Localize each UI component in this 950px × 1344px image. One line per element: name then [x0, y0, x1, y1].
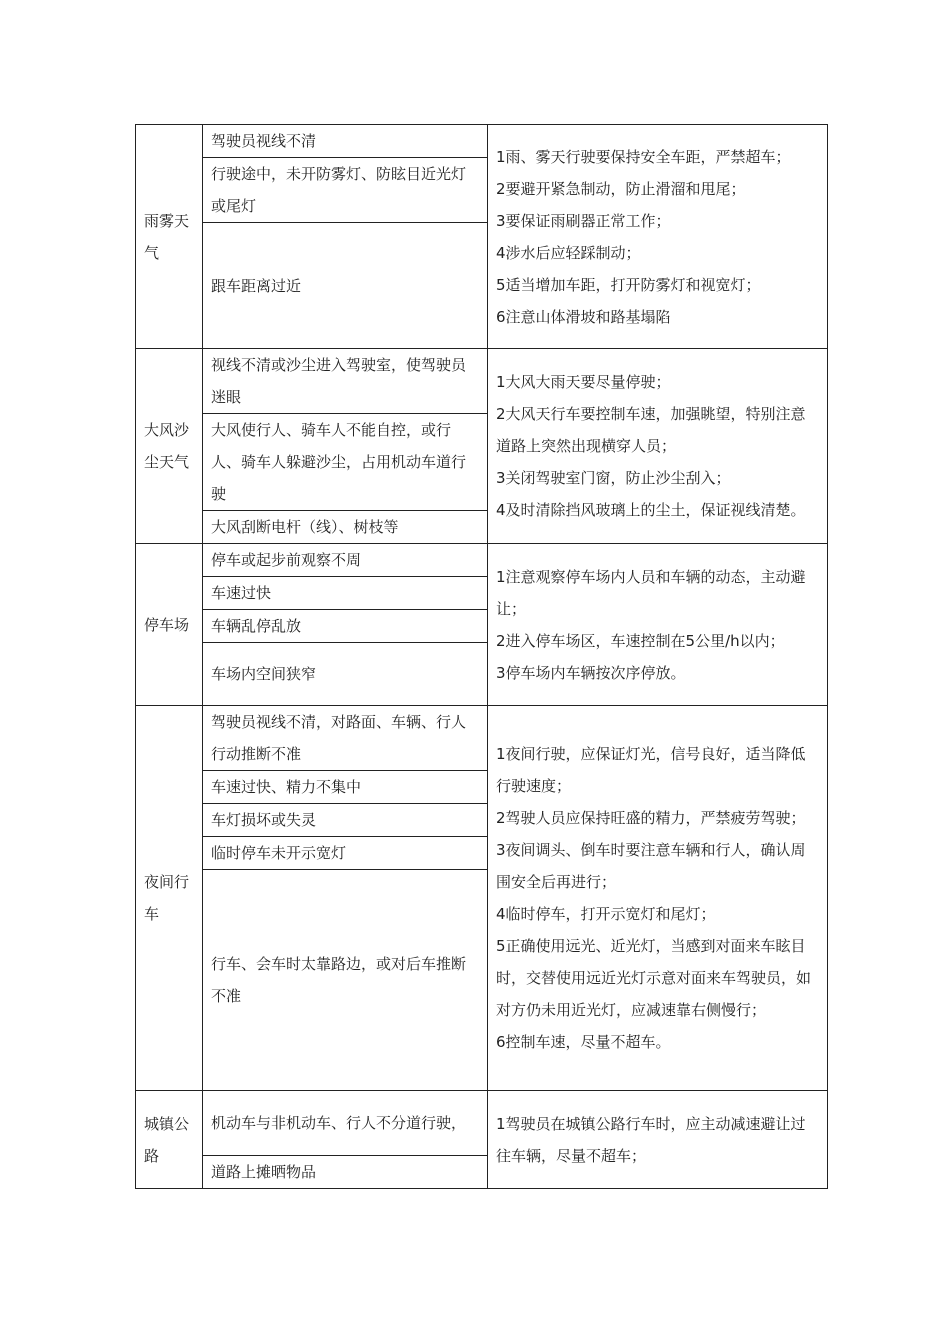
- category-cell: 大风沙尘天气: [136, 349, 203, 544]
- measures-cell: [488, 706, 828, 1091]
- cause-cell: 道路上摊晒物品: [203, 1156, 488, 1189]
- cause-cell: 车辆乱停乱放: [203, 610, 488, 643]
- measures-cell: [488, 349, 828, 544]
- hazard-table: [135, 124, 828, 1189]
- measure-item: 5适当增加车距，打开防雾灯和视宽灯；: [496, 275, 761, 294]
- cause-cell: 驾驶员视线不清: [203, 125, 488, 158]
- measure-item: 2要避开紧急制动，防止滑溜和甩尾；: [496, 179, 746, 198]
- measures-cell: [488, 1091, 828, 1189]
- cause-cell: 大风使行人、骑车人不能自控，或行人、骑车人躲避沙尘，占用机动车道行驶: [203, 414, 488, 511]
- measure-item: 2大风天行车要控制车速，加强眺望，特别注意道路上突然出现横穿人员；: [496, 405, 806, 455]
- measure-item: 2驾驶人员应保持旺盛的精力，严禁疲劳驾驶；: [496, 809, 806, 827]
- measure-item: 3要保证雨刷器正常工作；: [496, 211, 671, 230]
- category-cell: 雨雾天气: [136, 125, 203, 349]
- cause-cell: 驾驶员视线不清，对路面、车辆、行人行动推断不准: [203, 706, 488, 771]
- category-cell: 夜间行车: [136, 706, 203, 1091]
- measure-item: 3关闭驾驶室门窗，防止沙尘刮入；: [496, 469, 731, 487]
- measure-item: 3夜间调头、倒车时要注意车辆和行人，确认周围安全后再进行；: [496, 841, 806, 891]
- cause-cell: 车场内空间狭窄: [203, 643, 488, 706]
- measure-item: 6控制车速，尽量不超车。: [496, 1033, 671, 1051]
- cause-cell: 机动车与非机动车、行人不分道行驶，: [203, 1091, 488, 1156]
- measure-item: 1大风大雨天要尽量停驶；: [496, 373, 671, 391]
- table-row: [136, 1091, 828, 1156]
- measures-cell: [488, 125, 828, 349]
- measure-item: 1夜间行驶，应保证灯光，信号良好，适当降低行驶速度；: [496, 745, 806, 795]
- measure-item: 4及时清除挡风玻璃上的尘土，保证视线清楚。: [496, 501, 806, 519]
- cause-cell: 视线不清或沙尘进入驾驶室，使驾驶员迷眼: [203, 349, 488, 414]
- measure-item: 4临时停车，打开示宽灯和尾灯；: [496, 905, 716, 923]
- measure-item: 1驾驶员在城镇公路行车时，应主动减速避让过往车辆，尽量不超车；: [496, 1114, 806, 1165]
- table-row: [136, 706, 828, 771]
- cause-cell: 车速过快: [203, 577, 488, 610]
- measure-item: 5正确使用远光、近光灯，当感到对面来车眩目时，交替使用远近光灯示意对面来车驾驶员，如对方仍未用近光灯，应减速靠右侧慢行；: [496, 937, 812, 1019]
- measure-item: 4涉水后应轻踩制动；: [496, 243, 641, 262]
- cause-cell: 临时停车未开示宽灯: [203, 837, 488, 870]
- cause-cell: 行车、会车时太靠路边，或对后车推断不准: [203, 870, 488, 1091]
- cause-cell: 车速过快、精力不集中: [203, 771, 488, 804]
- measure-item: 6注意山体滑坡和路基塌陷: [496, 307, 671, 326]
- category-cell: 城镇公路: [136, 1091, 203, 1189]
- cause-cell: 停车或起步前观察不周: [203, 544, 488, 577]
- table-row: [136, 544, 828, 577]
- measure-item: 2进入停车场区，车速控制在5公里/h以内；: [496, 631, 785, 650]
- measures-cell: [488, 544, 828, 706]
- table-row: [136, 349, 828, 414]
- category-cell: 停车场: [136, 544, 203, 706]
- cause-cell: 车灯损坏或失灵: [203, 804, 488, 837]
- cause-cell: 大风刮断电杆（线）、树枝等: [203, 511, 488, 544]
- measure-item: 3停车场内车辆按次序停放。: [496, 663, 686, 682]
- cause-cell: 跟车距离过近: [203, 223, 488, 349]
- table-row: [136, 125, 828, 158]
- measure-item: 1雨、雾天行驶要保持安全车距，严禁超车；: [496, 147, 791, 166]
- cause-cell: 行驶途中，未开防雾灯、防眩目近光灯或尾灯: [203, 158, 488, 223]
- measure-item: 1注意观察停车场内人员和车辆的动态，主动避让；: [496, 567, 806, 618]
